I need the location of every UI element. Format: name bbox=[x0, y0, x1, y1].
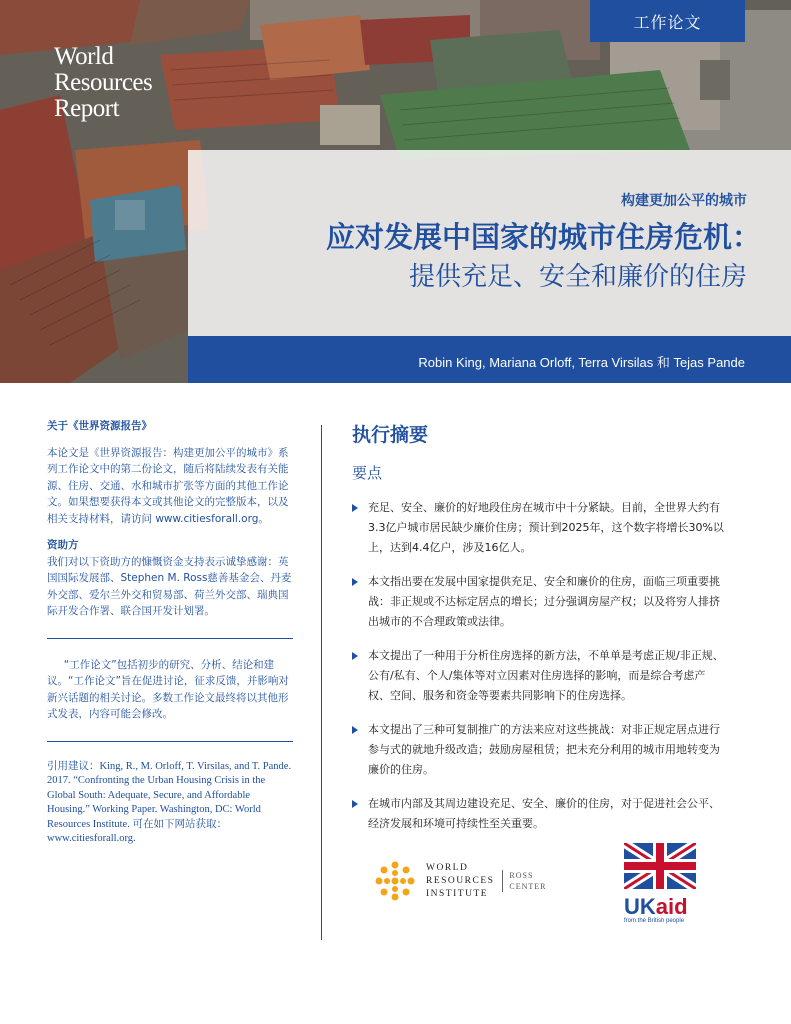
page-subtitle: 提供充足、安全和廉价的住房 bbox=[408, 262, 747, 292]
citation: 引用建议：King, R., M. Orloff, T. Virsilas, and T. Pande. 2017. “Confronting the Urban Housing Crisis in the Global South: Adequate, Secure, and Affordable Housing.” Working Paper. Washington, DC: World Resources Institute. 可在如下网站获取：www.citiesforall.org. bbox=[47, 760, 292, 844]
series-title: 构建更加公平的城市 bbox=[621, 193, 747, 209]
ross-line: CENTER bbox=[509, 882, 547, 891]
union-jack-icon bbox=[624, 843, 696, 889]
ukaid-tagline: from the British people bbox=[624, 918, 685, 924]
list-item-text: 在城市内部及其周边建设充足、安全、廉价的住房，对于促进社会公平、经济发展和环境可持续性至关重要。 bbox=[368, 797, 720, 830]
bullet-arrow-icon bbox=[352, 504, 358, 512]
list-item-text: 本文指出要在发展中国家提供充足、安全和廉价的住房，面临三项重要挑战：非正规或不达标定居点的增长；过分强调房屋产权；以及将穷人排挤出城市的不合理政策或法律。 bbox=[368, 575, 720, 628]
wri-name-line: WORLD bbox=[426, 862, 469, 873]
wrr-logo-line: World bbox=[54, 43, 114, 70]
wri-logo bbox=[374, 860, 547, 902]
wri-name-line: RESOURCES bbox=[426, 875, 495, 886]
wri-name bbox=[426, 862, 494, 901]
working-paper-badge: 工作论文 bbox=[590, 0, 745, 42]
list-item-text: 本文提出了三种可复制推广的方法来应对这些挑战：对非正规定居点进行参与式的就地升级改造；鼓励房屋租赁；把未充分利用的城市用地转变为廉价的住房。 bbox=[368, 723, 720, 776]
funders-heading: 资助方 bbox=[47, 539, 79, 551]
executive-summary-heading: 执行摘要 bbox=[352, 424, 429, 446]
bullet-arrow-icon bbox=[352, 578, 358, 586]
bullet-arrow-icon bbox=[352, 652, 358, 660]
working-paper-note: “工作论文”包括初步的研究、分析、结论和建议。“工作论文”旨在促进讨论，征求反馈，并影响对新兴话题的相关讨论。多数工作论文最终将以其他形式发表，内容可能会修改。 bbox=[47, 658, 289, 720]
ross-center bbox=[502, 870, 546, 892]
ukaid-uk: UK bbox=[624, 894, 656, 919]
ukaid-aid: aid bbox=[655, 894, 688, 919]
bullet-arrow-icon bbox=[352, 800, 358, 808]
about-heading: 关于《世界资源报告》 bbox=[47, 420, 152, 432]
ross-line: ROSS bbox=[509, 871, 534, 880]
wri-name-line: INSTITUTE bbox=[426, 888, 489, 899]
divider-rule bbox=[47, 741, 293, 742]
column-divider bbox=[321, 425, 322, 940]
key-points-list bbox=[352, 498, 724, 848]
list-item bbox=[352, 646, 724, 706]
list-item bbox=[352, 572, 724, 632]
about-text: 本论文是《世界资源报告：构建更加公平的城市》系列工作论文中的第二份论文，随后将陆续发表有关能源、住房、交通、水和城市扩张等方面的其他工作论文。如果想要获得本文或其他论文的完整版本，以及相关支持材料，请访问 www.citiesforall.org。 bbox=[47, 446, 289, 525]
wrr-logo bbox=[54, 44, 152, 122]
list-item-text: 本文提出了一种用于分析住房选择的新方法，不单单是考虑正规/非正规、公有/私有、个人/集体等对立因素对住房选择的影响，而是综合考虑产权、空间、服务和资金等要素共同影响下的住房选择。 bbox=[368, 649, 724, 702]
list-item-text: 充足、安全、廉价的好地段住房在城市中十分紧缺。目前，全世界大约有3.3亿户城市居民缺少廉价住房；预计到2025年，这个数字将增长30%以上，达到4.4亿户，涉及16亿人。 bbox=[368, 501, 724, 554]
wrr-logo-line: Resources bbox=[54, 69, 153, 96]
list-item bbox=[352, 498, 724, 558]
page-title: 应对发展中国家的城市住房危机： bbox=[325, 220, 761, 254]
divider-rule bbox=[47, 638, 293, 639]
wri-emblem-icon bbox=[374, 860, 416, 902]
bullet-arrow-icon bbox=[352, 726, 358, 734]
authors: Robin King, Mariana Orloff, Terra Virsilas 和 Tejas Pande bbox=[418, 355, 745, 370]
key-points-heading: 要点 bbox=[352, 464, 383, 482]
ukaid-logo bbox=[624, 843, 696, 924]
funders-text: 我们对以下资助方的慷慨资金支持表示诚挚感谢：英国国际发展部、Stephen M. Ross慈善基金会、丹麦外交部、爱尔兰外交和贸易部、荷兰外交部、瑞典国际开发合作署、联合国开发计划署。 bbox=[47, 555, 292, 617]
ukaid-wordmark bbox=[624, 896, 696, 918]
list-item bbox=[352, 794, 724, 834]
cover-photo bbox=[0, 0, 791, 383]
wrr-logo-line: Report bbox=[54, 95, 120, 122]
list-item bbox=[352, 720, 724, 780]
sidebar bbox=[47, 418, 293, 847]
